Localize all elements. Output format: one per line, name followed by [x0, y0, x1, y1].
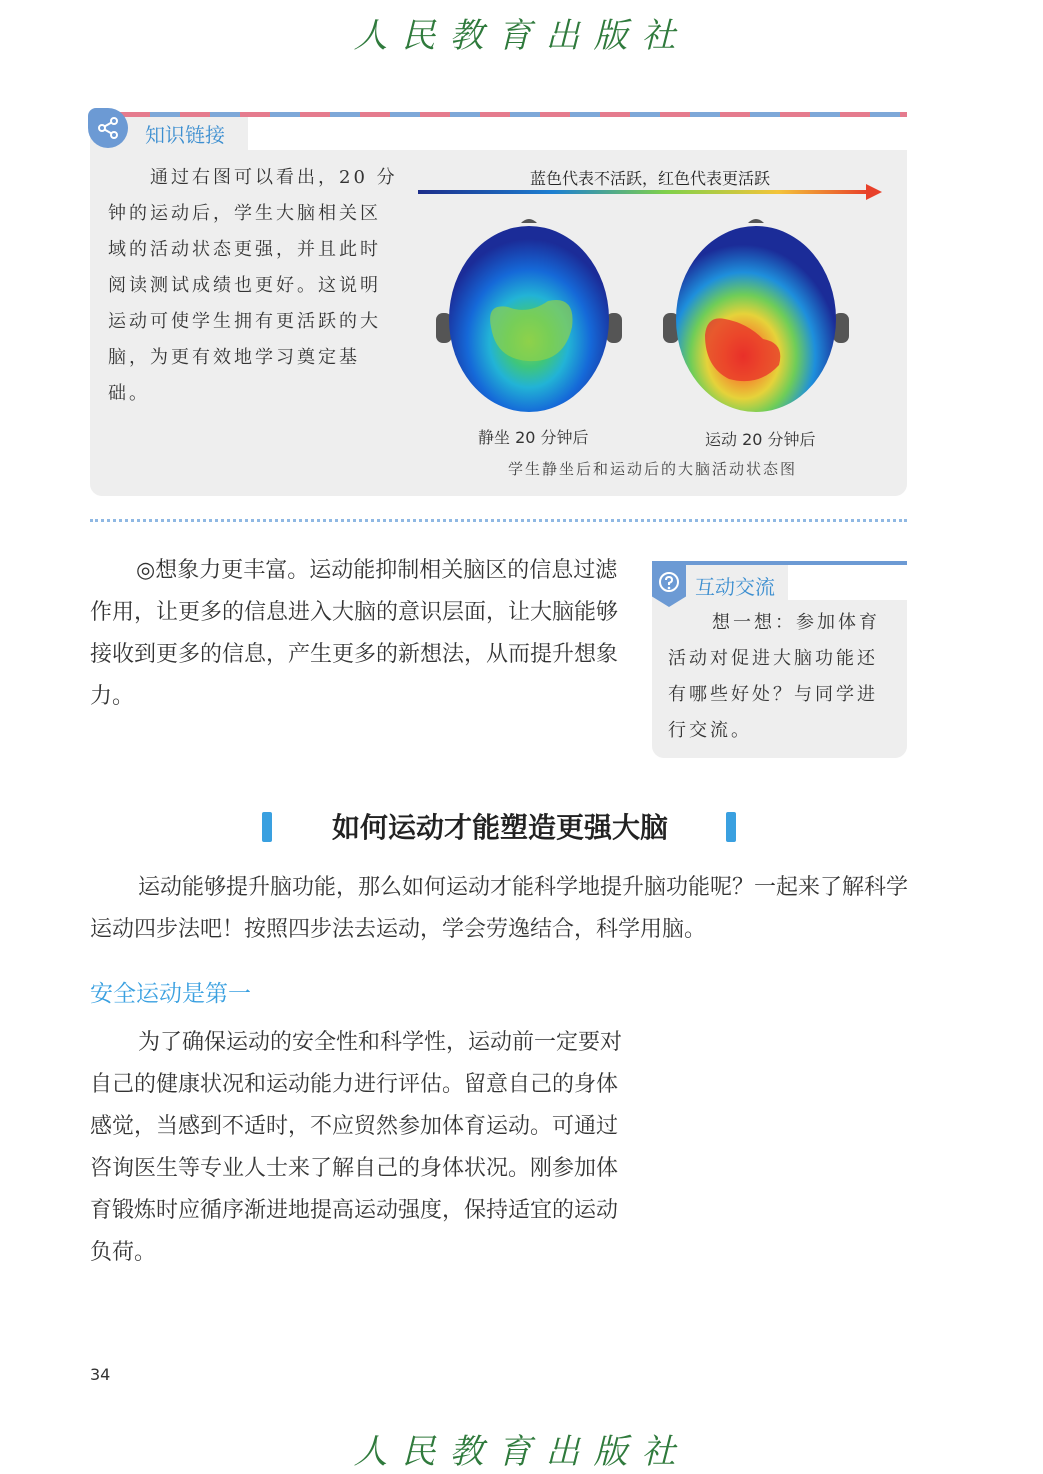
- publisher-logo-bottom: 人民教育出版社: [353, 1432, 690, 1472]
- imagination-paragraph: ◎想象力更丰富。运动能抑制相关脑区的信息过滤作用，让更多的信息进入大脑的意识层面，让大脑能够接收到更多的信息，产生更多的新想法，从而提升想象力。: [90, 558, 619, 709]
- interaction-title: 互动交流: [695, 575, 775, 599]
- knowledge-link-text: 通过右图可以看出，20 分钟的运动后，学生大脑相关区域的活动状态更强，并且此时阅读测试成绩也更好。这说明运动可使学生拥有更活跃的大脑，为更有效地学习奠定基础。: [108, 167, 398, 404]
- page-number: 34: [90, 1365, 111, 1384]
- figure-caption: 学生静坐后和运动后的大脑活动状态图: [507, 460, 797, 478]
- brain-label-exercise: 运动 20 分钟后: [705, 430, 816, 449]
- section-title-bar-right: [726, 812, 736, 842]
- brain-label-rest: 静坐 20 分钟后: [478, 428, 589, 447]
- section-title-bar-left: [262, 812, 272, 842]
- subsection-body: 为了确保运动的安全性和科学性，运动前一定要对自己的健康状况和运动能力进行评估。留意自己的身体感觉，当感到不适时，不应贸然参加体育运动。可通过咨询医生等专业人士来了解自己的身体状况。刚参加体育锻炼时应循序渐进地提高运动强度，保持适宜的运动负荷。: [90, 1030, 623, 1265]
- interaction-text: 想一想：参加体育活动对促进大脑功能还有哪些好处？与同学进行交流。: [668, 612, 880, 741]
- brain-map-rest: [436, 215, 622, 413]
- section-title: 如何运动才能塑造更强大脑: [331, 811, 668, 844]
- publisher-logo-top: 人民教育出版社: [353, 16, 690, 56]
- knowledge-link-title: 知识链接: [145, 123, 225, 147]
- brain-map-exercise: [663, 215, 849, 413]
- section-intro: 运动能够提升脑功能，那么如何运动才能科学地提升脑功能呢？一起来了解科学运动四步法吧！按照四步法去运动，学会劳逸结合，科学用脑。: [90, 875, 909, 942]
- section-divider: [90, 519, 907, 522]
- subsection-title: 安全运动是第一: [90, 981, 251, 1007]
- activity-scale-label: 蓝色代表不活跃，红色代表更活跃: [529, 169, 770, 188]
- share-nodes-icon: [88, 108, 128, 148]
- activity-scale-arrow: [418, 182, 884, 202]
